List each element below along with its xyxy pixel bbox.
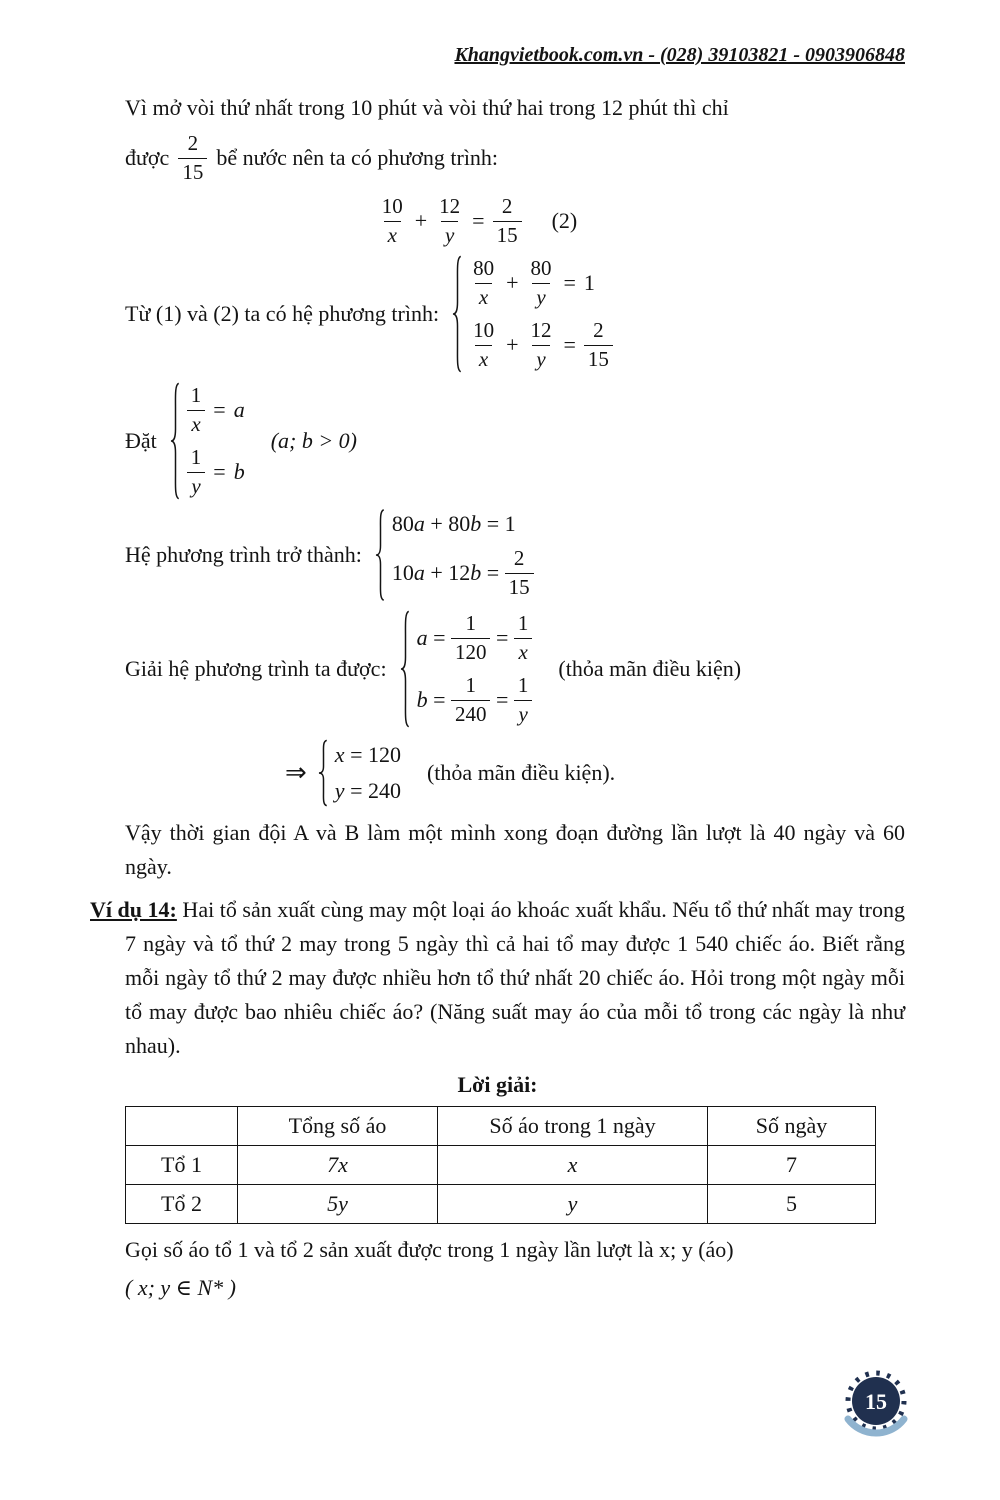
equals-operator: = [563, 332, 576, 358]
equals-operator: = [490, 625, 514, 651]
system-rows [387, 508, 534, 602]
table-cell: Tổ 1 [126, 1146, 238, 1185]
left-brace-icon [317, 739, 330, 807]
fraction: $\frac{10}{x}$ [473, 318, 495, 371]
fraction: $\frac{1}{x}$ [514, 612, 533, 664]
coefficient: + 12 [424, 560, 471, 586]
coefficient: 10 [391, 560, 414, 586]
equation-row [469, 319, 613, 371]
fraction: $\frac{80}{y}$ [530, 256, 552, 309]
equation-system [317, 739, 401, 807]
equals-operator: = [427, 687, 451, 713]
system-lead: Từ (1) và (2) ta có hệ phương trình: [125, 301, 440, 327]
variable: b [470, 560, 482, 586]
system-rows [464, 254, 613, 374]
page-number: 15 [865, 1389, 887, 1414]
rhs-value: = 1 [481, 511, 516, 537]
example-14-label: Ví dụ 14: [90, 897, 177, 923]
left-brace-icon [399, 609, 412, 729]
table-cell: 7x [238, 1146, 438, 1185]
fraction: $\frac{1}{y}$ [187, 446, 206, 498]
condition-note: (thỏa mãn điều kiện). [426, 760, 616, 786]
variable: b [416, 687, 428, 713]
table-cell: 5 [708, 1185, 876, 1224]
table-header-cell: Tổng số áo [238, 1107, 438, 1146]
transformed-system [125, 508, 905, 602]
equation-row [187, 446, 245, 498]
variable-definition: Gọi số áo tổ 1 và tổ 2 sản xuất được trong 1 ngày lần lượt là x; y (áo) [125, 1237, 734, 1263]
substitution-block [125, 381, 905, 501]
solution-table [125, 1106, 876, 1224]
plus-operator: + [506, 270, 519, 296]
table-cell: 7 [708, 1146, 876, 1185]
conclusion-paragraph: Vậy thời gian đội A và B làm một mình xong đoạn đường lần lượt là 40 ngày và 60 ngày. [125, 820, 905, 880]
fraction: $\frac{1}{240}$ [451, 674, 491, 726]
variable: a [416, 625, 428, 651]
header-text: Khangvietbook.com.vn - (028) 39103821 - 0903906848 [454, 44, 905, 66]
equals-operator: = [481, 560, 505, 586]
plus-operator: + [414, 208, 428, 234]
equals-operator: = [563, 270, 576, 296]
variable: b [470, 511, 482, 537]
equation-row [187, 384, 245, 436]
variable: a [413, 511, 425, 537]
equation-system [399, 609, 533, 729]
table-cell: y [438, 1185, 708, 1224]
equals-operator: = [213, 459, 226, 485]
table-header-row [126, 1107, 876, 1146]
variable: x [334, 742, 345, 768]
table-header-cell: Số áo trong 1 ngày [438, 1107, 708, 1146]
fraction: $\frac{12}{y}$ [439, 194, 461, 247]
table-header-cell [126, 1107, 238, 1146]
coefficient: 80 [391, 511, 414, 537]
equation-row [469, 257, 613, 309]
fraction: $\frac{2}{15}$ [493, 195, 522, 247]
equation-system [374, 508, 534, 602]
fraction: $\frac{80}{x}$ [473, 256, 495, 309]
variable: a [413, 560, 425, 586]
equation-system [451, 254, 613, 374]
table-row [126, 1185, 876, 1224]
equals-operator: = [472, 208, 485, 234]
intro-pre: được [125, 145, 170, 170]
condition-note: (thỏa mãn điều kiện) [558, 656, 742, 682]
equals-operator: = [427, 625, 451, 651]
intro-post: bể nước nên ta có phương trình: [216, 145, 499, 170]
equation-row [335, 778, 401, 804]
badge-graphic [836, 1367, 916, 1453]
table-row [126, 1146, 876, 1185]
page-number-badge [836, 1367, 916, 1458]
fraction: $\frac{1}{120}$ [451, 612, 491, 664]
fraction: $\frac{2}{15}$ [584, 319, 613, 371]
rhs-value: = 120 [344, 742, 401, 768]
equation-row [392, 547, 534, 599]
example-14-paragraph [90, 893, 905, 1063]
variable: y [334, 778, 345, 804]
equals-operator: = [490, 687, 514, 713]
equation-label: (2) [551, 208, 578, 234]
system-rows [412, 609, 533, 729]
equation-row [335, 742, 401, 768]
equation-row [417, 674, 533, 726]
rhs-variable: a [233, 397, 245, 423]
fraction: $\frac{1}{x}$ [187, 384, 206, 436]
equation-system [169, 381, 245, 501]
system-rows [182, 381, 245, 501]
rhs-value: 1 [583, 270, 595, 296]
fraction: $\frac{2}{15}$ [178, 132, 207, 184]
implication-result [285, 739, 905, 807]
intro-line-2 [125, 129, 905, 187]
solved-lead: Giải hệ phương trình ta được: [125, 656, 387, 682]
rhs-variable: b [233, 459, 245, 485]
coefficient: + 80 [424, 511, 471, 537]
left-brace-icon [374, 508, 387, 602]
table-header-cell: Số ngày [708, 1107, 876, 1146]
condition-note: (a; b > 0) [270, 428, 358, 454]
rhs-value: = 240 [344, 778, 401, 804]
fraction: $\frac{10}{x}$ [381, 194, 403, 247]
table-cell: x [438, 1146, 708, 1185]
plus-operator: + [506, 332, 519, 358]
equation-row [392, 511, 534, 537]
fraction: $\frac{1}{y}$ [514, 674, 533, 726]
left-brace-icon [169, 381, 182, 501]
transformed-lead: Hệ phương trình trở thành: [125, 542, 362, 568]
system-rows [330, 739, 401, 807]
solved-system [125, 609, 905, 729]
intro-line-1: Vì mở vòi thứ nhất trong 10 phút và vòi thứ hai trong 12 phút thì chỉ [125, 95, 729, 120]
equals-operator: = [213, 397, 226, 423]
solution-heading: Lời giải: [457, 1072, 538, 1098]
substitution-lead: Đặt [125, 428, 157, 454]
equation-2 [90, 195, 865, 247]
left-brace-icon [451, 254, 464, 374]
table-cell: Tổ 2 [126, 1185, 238, 1224]
equation-row [417, 612, 533, 664]
fraction: $\frac{2}{15}$ [505, 547, 534, 599]
table-cell: 5y [238, 1185, 438, 1224]
system-from-1-2 [125, 254, 905, 374]
implies-arrow-icon: ⇒ [285, 758, 307, 789]
example-14-text: Hai tổ sản xuất cùng may một loại áo khoác xuất khẩu. Nếu tổ thứ nhất may trong 7 ngày và tổ thứ 2 may trong 5 ngày thì cả hai tổ may được 1 540 chiếc áo. Biết rằng mỗi ngày tổ thứ 2 may được nhiều hơn tổ thứ nhất 20 chiếc áo. Hỏi trong một ngày mỗi tổ may được bao nhiêu chiếc áo? (Năng suất may áo của mỗi tổ trong các ngày là như nhau). [125, 897, 906, 1059]
header-watermark [90, 44, 905, 67]
fraction: $\frac{12}{y}$ [530, 318, 552, 371]
variable-condition: ( x; y ∈ N* ) [125, 1275, 236, 1301]
